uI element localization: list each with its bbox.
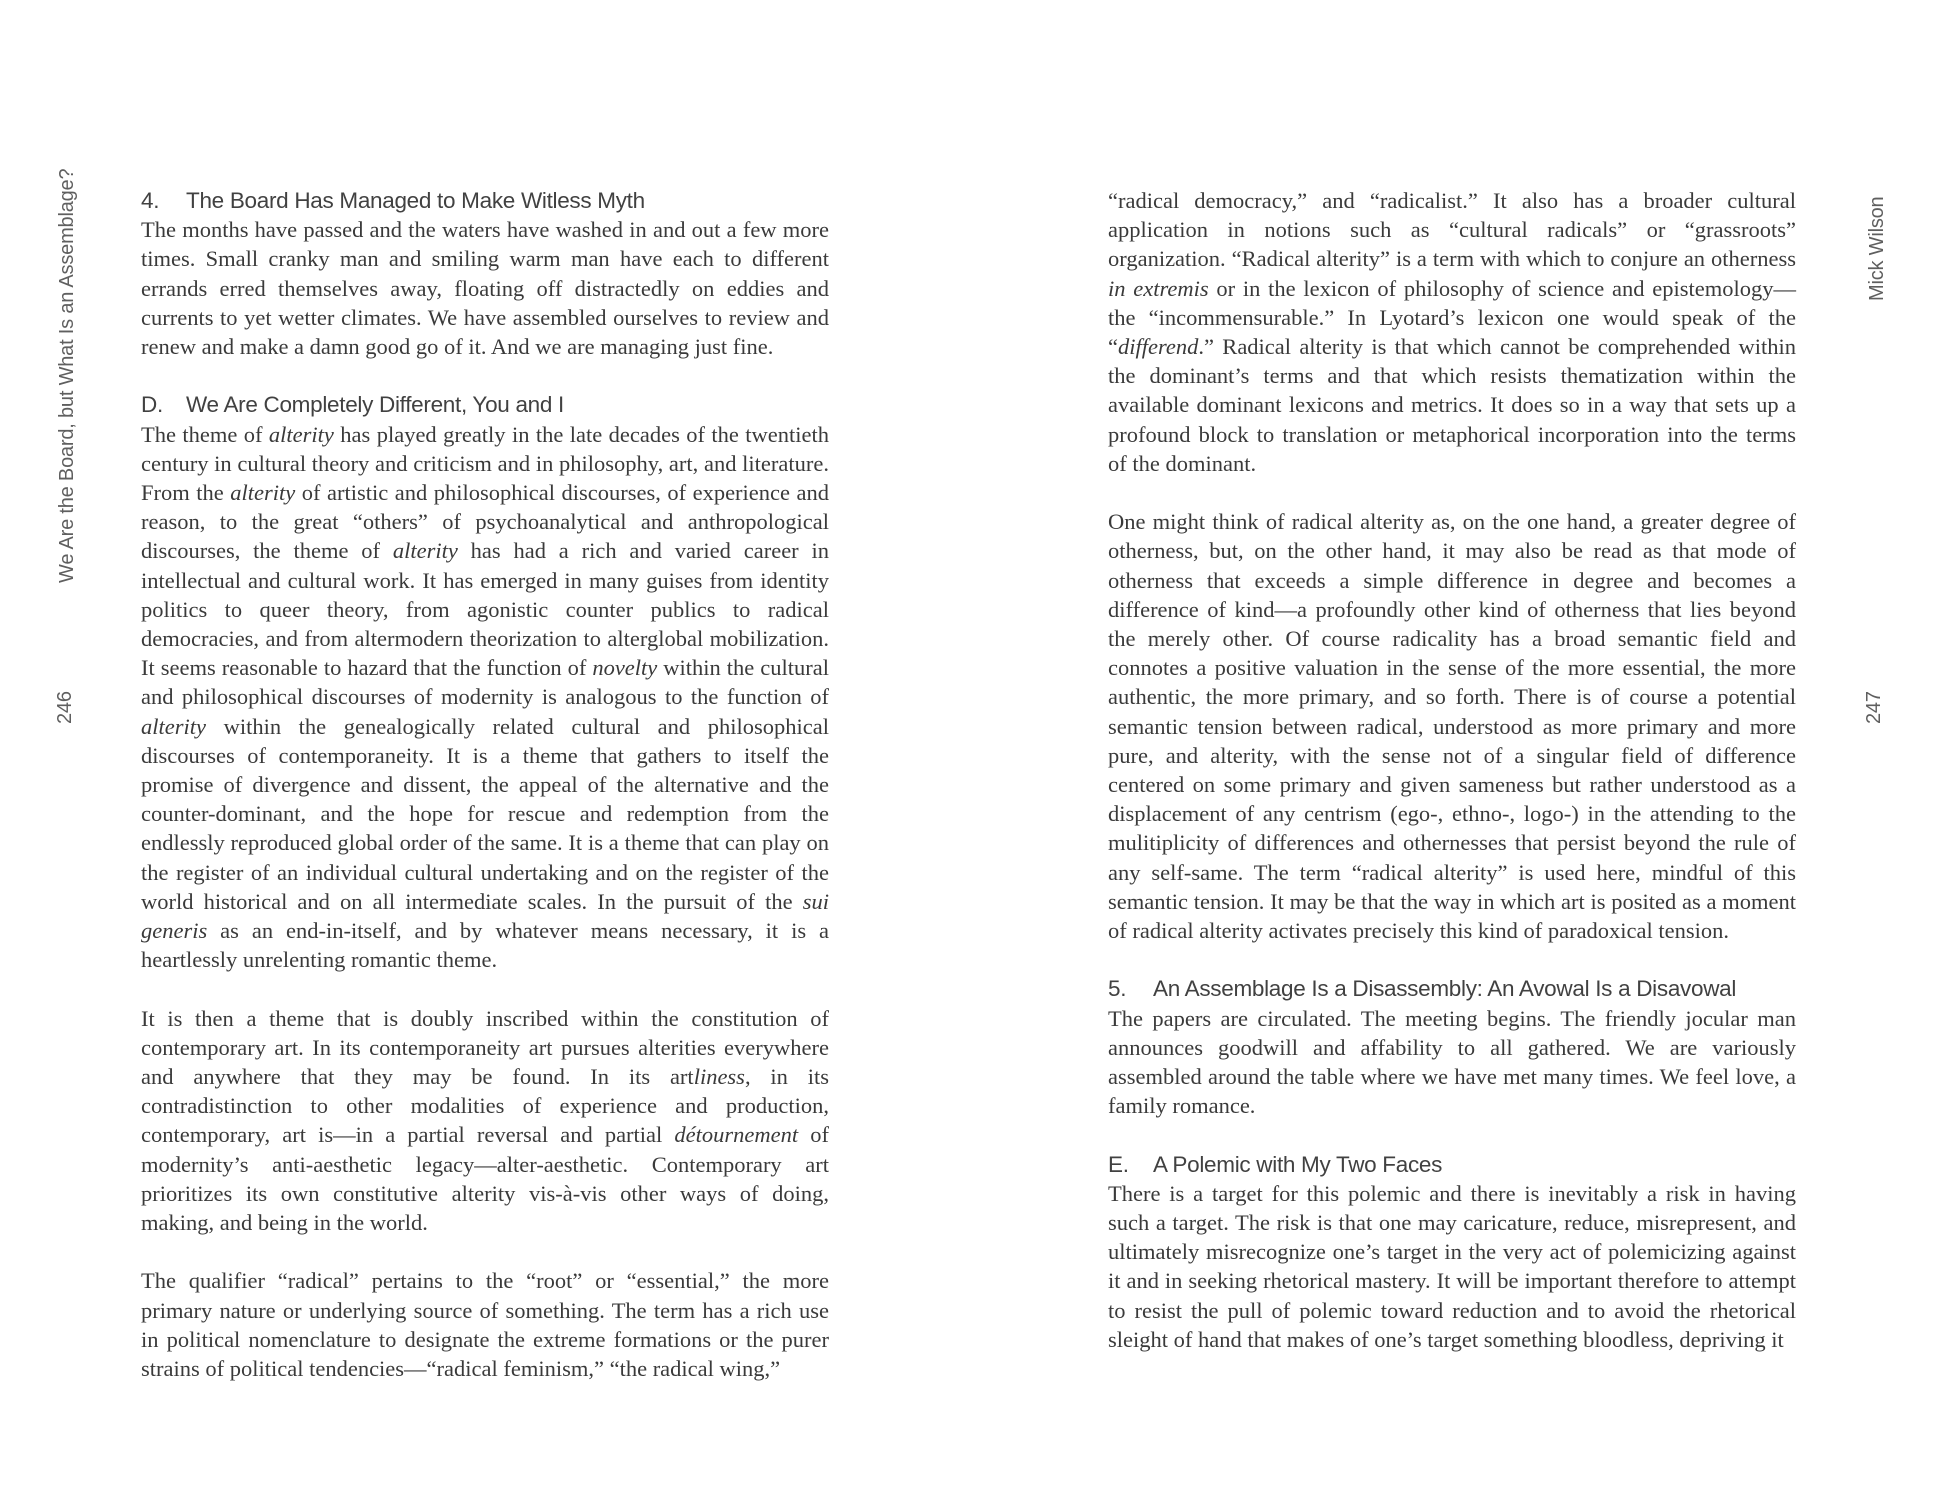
body-paragraph: The theme of alterity has played greatly in the late decades of the twentieth century in cultural theory and criticism and in philosophy, art, and literature. From the alterity of artistic and philosophical discourses, of experience and reason, to the great “others” of psychoanalytical and anthropological discourses, the theme of alterity has had a rich and varied career in intellectual and cultural work. It has emerged in many guises from identity politics to queer theory, from agonistic counter publics to radical democracies, and from altermodern theorization to alterglobal mobilization. It seems reasonable to hazard that the function of novelty within the cultural and philosophical discourses of modernity is analogous to the function of alterity within the genealogically related cultural and philosophical discourses of contemporaneity. It is a theme that gathers to itself the promise of divergence and dissent, the appeal of the alternative and the counter-dominant, and the hope for rescue and redemption from the endlessly reproduced global order of the same. It is a theme that can play on the register of an individual cultural undertaking and on the register of the world historical and on all intermediate scales. In the pursuit of the sui generis as an end-in-itself, and by whatever means necessary, it is a heartlessly unrelenting romantic theme. xyxy=(141,421,830,973)
paragraph-gap xyxy=(141,974,829,1003)
paragraph-gap xyxy=(1108,1120,1796,1149)
paragraph-gap xyxy=(141,361,829,390)
body-paragraph: The papers are circulated. The meeting begins. The friendly jocular man announces goodwill and affability to all gathered. We are variously assembled around the table where we have met many times. We feel love, a family romance. xyxy=(1108,1005,1796,1119)
section-heading xyxy=(141,186,829,215)
section-title: The Board Has Managed to Make Witless Myth xyxy=(186,188,645,213)
body-paragraph: One might think of radical alterity as, on the one hand, a greater degree of otherness, but, on the other hand, it may also be read as that mode of otherness that exceeds a simple difference in degree and becomes a difference of kind—a profoundly other kind of otherness that lies beyond the merely other. Of course radicality has a broad semantic field and connotes a positive valuation in the sense of the more essential, the more authentic, the more primary, and so forth. There is of course a potential semantic tension between radical, understood as more primary and more pure, and alterity, with the sense not of a singular field of difference centered on some primary and given sameness but rather understood as a displacement of any centrism (ego-, ethno-, logo-) in the attending to the mulitiplicity of differences and othernesses that persist beyond the rule of any self-same. The term “radical alterity” is used here, mindful of this semantic tension. It may be that the way in which art is posited as a moment of radical alterity activates precisely this kind of paradoxical tension. xyxy=(1108,509,1796,944)
running-header-left: We Are the Board, but What Is an Assemblage? xyxy=(56,168,78,583)
section-title: We Are Completely Different, You and I xyxy=(186,392,564,418)
paragraph-gap xyxy=(1108,945,1796,974)
section-heading xyxy=(1108,1150,1796,1179)
paragraph-gap xyxy=(141,1237,829,1266)
section-number: 5. xyxy=(1108,976,1127,1002)
body-paragraph: The months have passed and the waters have washed in and out a few more times. Small cranky man and smiling warm man have each to different errands erred themselves away, floating off distractedly on eddies and currents to yet wetter climates. We have assembled ourselves to review and renew and make a damn good go of it. And we are managing just fine. xyxy=(141,217,829,360)
paragraph-gap xyxy=(1108,478,1796,507)
body-paragraph: There is a target for this polemic and there is inevitably a risk in having such a target. The risk is that one may caricature, reduce, misrepresent, and ultimately misrecognize one’s target in the very act of polemicizing against it and in seeking rhetorical mastery. It will be important therefore to attempt to resist the pull of polemic toward reduction and to avoid the rhetorical sleight of hand that makes of one’s target something bloodless, depriving it xyxy=(1108,1180,1796,1352)
page-number-left: 246 xyxy=(54,691,76,724)
page-number-right: 247 xyxy=(1863,691,1885,724)
section-number: D. xyxy=(141,392,163,418)
right-page-text-column xyxy=(1108,186,1796,1354)
section-heading xyxy=(1108,974,1796,1003)
section-number: E. xyxy=(1108,1151,1129,1177)
body-paragraph: The qualifier “radical” pertains to the “root” or “essential,” the more primary nature or underlying source of something. The term has a rich use in political nomenclature to designate the extreme formations or the purer strains of political tendencies—“radical feminism,” “the radical wing,” xyxy=(141,1268,829,1382)
section-number: 4. xyxy=(141,188,160,213)
running-header-right: Mick Wilson xyxy=(1866,196,1888,301)
body-paragraph: “radical democracy,” and “radicalist.” It also has a broader cultural application in notions such as “cultural radicals” or “grassroots” organization. “Radical alterity” is a term with which to conjure an otherness in extremis or in the lexicon of philosophy of science and epistemology—the “incommensurable.” In Lyotard’s lexicon one would speak of the “differend.” Radical alterity is that which cannot be comprehended within the dominant’s terms and that which resists thematization within the available dominant lexicons and metrics. It does so in a way that sets up a profound block to translation or metaphorical incorporation into the terms of the dominant. xyxy=(1108,188,1796,476)
body-paragraph: It is then a theme that is doubly inscribed within the constitution of contemporary art. In its contemporaneity art pursues alterities everywhere and anywhere that they may be found. In its artliness, in its contradistinction to other modalities of experience and production, contemporary, art is—in a partial reversal and partial détournement of modernity’s anti-aesthetic legacy—alter-aesthetic. Contemporary art prioritizes its own constitutive alterity vis-à-vis other ways of doing, making, and being in the world. xyxy=(141,1005,830,1236)
section-title: An Assemblage Is a Disassembly: An Avowal Is a Disavowal xyxy=(1153,976,1737,1002)
section-title: A Polemic with My Two Faces xyxy=(1153,1151,1443,1177)
left-page-text-column xyxy=(141,186,829,1383)
section-heading xyxy=(141,390,829,419)
